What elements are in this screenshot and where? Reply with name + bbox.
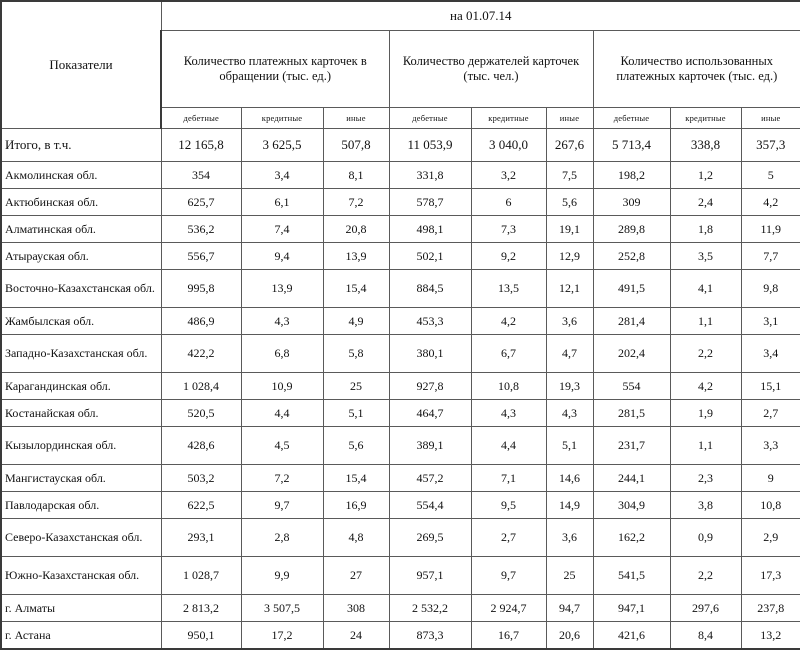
cell-value: 873,3 xyxy=(389,622,471,650)
cell-value: 5,1 xyxy=(323,400,389,427)
cell-value: 947,1 xyxy=(593,595,670,622)
cell-value: 13,2 xyxy=(741,622,800,650)
cell-value: 244,1 xyxy=(593,465,670,492)
cell-value: 2 813,2 xyxy=(161,595,241,622)
cell-value: 8,1 xyxy=(323,162,389,189)
cell-value: 4,9 xyxy=(323,308,389,335)
cell-value: 17,3 xyxy=(741,557,800,595)
cell-value: 2,7 xyxy=(741,400,800,427)
cell-value: 5,8 xyxy=(323,335,389,373)
cell-value: 7,2 xyxy=(323,189,389,216)
table-row xyxy=(1,519,800,557)
cell-value: 5,1 xyxy=(546,427,593,465)
cell-value: 5,6 xyxy=(546,189,593,216)
cell-value: 422,2 xyxy=(161,335,241,373)
cell-value: 14,6 xyxy=(546,465,593,492)
cell-value: 491,5 xyxy=(593,270,670,308)
cell-value: 10,8 xyxy=(741,492,800,519)
cell-value: 3,3 xyxy=(741,427,800,465)
cell-value: 15,4 xyxy=(323,465,389,492)
row-label: Северо-Казахстанская обл. xyxy=(1,519,161,557)
group-header-cards-in-circulation: Количество платежных карточек в обращении (тыс. ед.) xyxy=(161,31,389,108)
cell-value: 7,3 xyxy=(471,216,546,243)
cell-value: 4,4 xyxy=(241,400,323,427)
cell-value: 357,3 xyxy=(741,129,800,162)
cell-value: 9,7 xyxy=(241,492,323,519)
group-header-card-holders: Количество держателей карточек (тыс. чел.) xyxy=(389,31,593,108)
cell-value: 5 xyxy=(741,162,800,189)
cell-value: 269,5 xyxy=(389,519,471,557)
cell-value: 503,2 xyxy=(161,465,241,492)
cell-value: 536,2 xyxy=(161,216,241,243)
cell-value: 556,7 xyxy=(161,243,241,270)
cell-value: 9,2 xyxy=(471,243,546,270)
cell-value: 507,8 xyxy=(323,129,389,162)
cell-value: 24 xyxy=(323,622,389,650)
cell-value: 19,3 xyxy=(546,373,593,400)
cell-value: 20,8 xyxy=(323,216,389,243)
cell-value: 4,3 xyxy=(546,400,593,427)
row-label: г. Астана xyxy=(1,622,161,650)
cell-value: 17,2 xyxy=(241,622,323,650)
cell-value: 2,2 xyxy=(670,335,741,373)
cell-value: 4,3 xyxy=(241,308,323,335)
cell-value: 3 040,0 xyxy=(471,129,546,162)
cell-value: 202,4 xyxy=(593,335,670,373)
cell-value: 9,4 xyxy=(241,243,323,270)
row-label: Алматинская обл. xyxy=(1,216,161,243)
cell-value: 2,9 xyxy=(741,519,800,557)
cell-value: 464,7 xyxy=(389,400,471,427)
cell-value: 957,1 xyxy=(389,557,471,595)
cell-value: 3,2 xyxy=(471,162,546,189)
cell-value: 9,8 xyxy=(741,270,800,308)
cell-value: 1,1 xyxy=(670,308,741,335)
cell-value: 281,4 xyxy=(593,308,670,335)
cell-value: 281,5 xyxy=(593,400,670,427)
cell-value: 421,6 xyxy=(593,622,670,650)
cell-value: 237,8 xyxy=(741,595,800,622)
cell-value: 9,9 xyxy=(241,557,323,595)
row-label: Павлодарская обл. xyxy=(1,492,161,519)
period-header-row xyxy=(1,1,800,31)
cell-value: 267,6 xyxy=(546,129,593,162)
cell-value: 7,5 xyxy=(546,162,593,189)
cell-value: 4,3 xyxy=(471,400,546,427)
table-row xyxy=(1,557,800,595)
table-row-total xyxy=(1,129,800,162)
cell-value: 578,7 xyxy=(389,189,471,216)
cell-value: 25 xyxy=(546,557,593,595)
cell-value: 520,5 xyxy=(161,400,241,427)
cell-value: 331,8 xyxy=(389,162,471,189)
row-label: Актюбинская обл. xyxy=(1,189,161,216)
table-row xyxy=(1,270,800,308)
table-row xyxy=(1,189,800,216)
period-label: на 01.07.14 xyxy=(161,1,800,31)
cell-value: 3,1 xyxy=(741,308,800,335)
cell-value: 3,8 xyxy=(670,492,741,519)
cell-value: 13,5 xyxy=(471,270,546,308)
subheader-debit-3: дебетные xyxy=(593,108,670,129)
cell-value: 3,6 xyxy=(546,519,593,557)
cell-value: 2,2 xyxy=(670,557,741,595)
row-label: Костанайская обл. xyxy=(1,400,161,427)
cell-value: 27 xyxy=(323,557,389,595)
cell-value: 4,2 xyxy=(471,308,546,335)
cell-value: 625,7 xyxy=(161,189,241,216)
row-label: г. Алматы xyxy=(1,595,161,622)
cell-value: 486,9 xyxy=(161,308,241,335)
table-row xyxy=(1,595,800,622)
subheader-other-2: иные xyxy=(546,108,593,129)
cell-value: 309 xyxy=(593,189,670,216)
cell-value: 16,7 xyxy=(471,622,546,650)
cell-value: 354 xyxy=(161,162,241,189)
cell-value: 457,2 xyxy=(389,465,471,492)
cell-value: 16,9 xyxy=(323,492,389,519)
cell-value: 3 507,5 xyxy=(241,595,323,622)
cell-value: 308 xyxy=(323,595,389,622)
cell-value: 950,1 xyxy=(161,622,241,650)
row-label: Акмолинская обл. xyxy=(1,162,161,189)
cell-value: 11 053,9 xyxy=(389,129,471,162)
cell-value: 8,4 xyxy=(670,622,741,650)
cell-value: 304,9 xyxy=(593,492,670,519)
cell-value: 453,3 xyxy=(389,308,471,335)
cell-value: 6,1 xyxy=(241,189,323,216)
cell-value: 338,8 xyxy=(670,129,741,162)
cell-value: 7,2 xyxy=(241,465,323,492)
cell-value: 554 xyxy=(593,373,670,400)
cell-value: 14,9 xyxy=(546,492,593,519)
cell-value: 13,9 xyxy=(241,270,323,308)
cell-value: 2 924,7 xyxy=(471,595,546,622)
cell-value: 2 532,2 xyxy=(389,595,471,622)
cell-value: 12,1 xyxy=(546,270,593,308)
row-label: Кызылординская обл. xyxy=(1,427,161,465)
table-row xyxy=(1,162,800,189)
cell-value: 4,7 xyxy=(546,335,593,373)
cell-value: 2,4 xyxy=(670,189,741,216)
cell-value: 7,1 xyxy=(471,465,546,492)
subheader-other-1: иные xyxy=(323,108,389,129)
cell-value: 380,1 xyxy=(389,335,471,373)
cell-value: 293,1 xyxy=(161,519,241,557)
cell-value: 0,9 xyxy=(670,519,741,557)
cell-value: 927,8 xyxy=(389,373,471,400)
cell-value: 3,6 xyxy=(546,308,593,335)
cell-value: 9,5 xyxy=(471,492,546,519)
table-row xyxy=(1,216,800,243)
table-row xyxy=(1,492,800,519)
cell-value: 3 625,5 xyxy=(241,129,323,162)
row-label: Мангистауская обл. xyxy=(1,465,161,492)
cell-value: 9 xyxy=(741,465,800,492)
cell-value: 1,9 xyxy=(670,400,741,427)
table-header xyxy=(1,1,800,129)
cell-value: 7,7 xyxy=(741,243,800,270)
cell-value: 2,8 xyxy=(241,519,323,557)
cell-value: 498,1 xyxy=(389,216,471,243)
row-label: Жамбылская обл. xyxy=(1,308,161,335)
row-label: Западно-Казахстанская обл. xyxy=(1,335,161,373)
cell-value: 995,8 xyxy=(161,270,241,308)
table-row xyxy=(1,373,800,400)
cell-value: 94,7 xyxy=(546,595,593,622)
cell-value: 7,4 xyxy=(241,216,323,243)
cell-value: 12 165,8 xyxy=(161,129,241,162)
cell-value: 4,2 xyxy=(670,373,741,400)
group-header-used-cards: Количество использованных платежных карточек (тыс. ед.) xyxy=(593,31,800,108)
table-row xyxy=(1,308,800,335)
cell-value: 19,1 xyxy=(546,216,593,243)
indicators-column-header: Показатели xyxy=(1,1,161,129)
cell-value: 2,3 xyxy=(670,465,741,492)
row-label: Итого, в т.ч. xyxy=(1,129,161,162)
subheader-credit-3: кредитные xyxy=(670,108,741,129)
cell-value: 13,9 xyxy=(323,243,389,270)
cell-value: 4,5 xyxy=(241,427,323,465)
cell-value: 6,8 xyxy=(241,335,323,373)
subheader-credit-1: кредитные xyxy=(241,108,323,129)
table-row xyxy=(1,622,800,650)
cell-value: 6,7 xyxy=(471,335,546,373)
row-label: Карагандинская обл. xyxy=(1,373,161,400)
cell-value: 4,2 xyxy=(741,189,800,216)
table-row xyxy=(1,243,800,270)
cell-value: 297,6 xyxy=(670,595,741,622)
cell-value: 1,2 xyxy=(670,162,741,189)
cell-value: 1,8 xyxy=(670,216,741,243)
subheader-other-3: иные xyxy=(741,108,800,129)
cell-value: 252,8 xyxy=(593,243,670,270)
cell-value: 3,4 xyxy=(241,162,323,189)
cell-value: 289,8 xyxy=(593,216,670,243)
cell-value: 6 xyxy=(471,189,546,216)
subheader-debit-1: дебетные xyxy=(161,108,241,129)
cell-value: 554,4 xyxy=(389,492,471,519)
cell-value: 162,2 xyxy=(593,519,670,557)
cell-value: 15,4 xyxy=(323,270,389,308)
cell-value: 1 028,7 xyxy=(161,557,241,595)
cell-value: 4,8 xyxy=(323,519,389,557)
cell-value: 11,9 xyxy=(741,216,800,243)
cell-value: 428,6 xyxy=(161,427,241,465)
cell-value: 502,1 xyxy=(389,243,471,270)
table-row xyxy=(1,465,800,492)
table-body xyxy=(1,129,800,650)
row-label: Южно-Казахстанская обл. xyxy=(1,557,161,595)
table-row xyxy=(1,335,800,373)
cell-value: 25 xyxy=(323,373,389,400)
subheader-debit-2: дебетные xyxy=(389,108,471,129)
cell-value: 541,5 xyxy=(593,557,670,595)
row-label: Атырауская обл. xyxy=(1,243,161,270)
cell-value: 198,2 xyxy=(593,162,670,189)
table-row xyxy=(1,427,800,465)
cell-value: 1 028,4 xyxy=(161,373,241,400)
cell-value: 5,6 xyxy=(323,427,389,465)
cell-value: 20,6 xyxy=(546,622,593,650)
cell-value: 10,8 xyxy=(471,373,546,400)
cell-value: 15,1 xyxy=(741,373,800,400)
cell-value: 2,7 xyxy=(471,519,546,557)
cell-value: 5 713,4 xyxy=(593,129,670,162)
cell-value: 622,5 xyxy=(161,492,241,519)
cell-value: 3,4 xyxy=(741,335,800,373)
cell-value: 4,1 xyxy=(670,270,741,308)
cell-value: 4,4 xyxy=(471,427,546,465)
cell-value: 9,7 xyxy=(471,557,546,595)
cell-value: 12,9 xyxy=(546,243,593,270)
row-label: Восточно-Казахстанская обл. xyxy=(1,270,161,308)
cell-value: 884,5 xyxy=(389,270,471,308)
cell-value: 1,1 xyxy=(670,427,741,465)
cell-value: 3,5 xyxy=(670,243,741,270)
cell-value: 231,7 xyxy=(593,427,670,465)
cell-value: 389,1 xyxy=(389,427,471,465)
subheader-credit-2: кредитные xyxy=(471,108,546,129)
table-row xyxy=(1,400,800,427)
cell-value: 10,9 xyxy=(241,373,323,400)
